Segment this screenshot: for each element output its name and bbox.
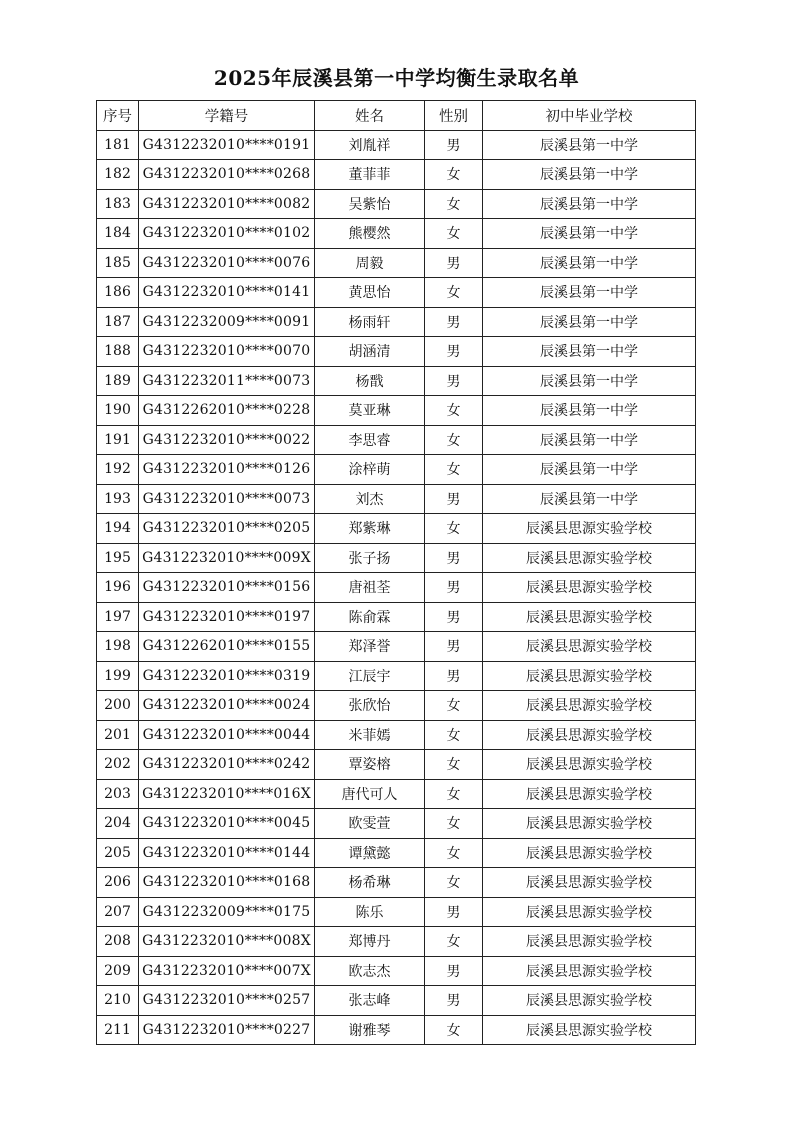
column-header-seq: 序号 <box>97 101 139 131</box>
table-row <box>97 396 696 426</box>
cell-seq: 203 <box>97 779 139 809</box>
cell-gender: 女 <box>425 838 483 868</box>
cell-gender: 男 <box>425 573 483 603</box>
cell-name: 张欣怡 <box>315 691 425 721</box>
cell-school: 辰溪县第一中学 <box>483 278 696 308</box>
cell-name: 覃姿榕 <box>315 750 425 780</box>
cell-seq: 195 <box>97 543 139 573</box>
cell-seq: 211 <box>97 1015 139 1045</box>
cell-seq: 207 <box>97 897 139 927</box>
cell-seq: 202 <box>97 750 139 780</box>
cell-seq: 186 <box>97 278 139 308</box>
cell-student-id: G4312232010****008X <box>139 927 315 957</box>
cell-name: 谭黛懿 <box>315 838 425 868</box>
cell-gender: 男 <box>425 632 483 662</box>
cell-school: 辰溪县思源实验学校 <box>483 868 696 898</box>
table-row <box>97 278 696 308</box>
cell-school: 辰溪县第一中学 <box>483 396 696 426</box>
cell-school: 辰溪县第一中学 <box>483 130 696 160</box>
cell-school: 辰溪县思源实验学校 <box>483 986 696 1016</box>
cell-school: 辰溪县思源实验学校 <box>483 691 696 721</box>
cell-seq: 191 <box>97 425 139 455</box>
cell-student-id: G4312232010****0126 <box>139 455 315 485</box>
table-row <box>97 219 696 249</box>
cell-school: 辰溪县思源实验学校 <box>483 514 696 544</box>
column-header-name: 姓名 <box>315 101 425 131</box>
column-header-school: 初中毕业学校 <box>483 101 696 131</box>
table-row <box>97 189 696 219</box>
cell-name: 熊樱然 <box>315 219 425 249</box>
cell-seq: 205 <box>97 838 139 868</box>
cell-name: 吴紫怡 <box>315 189 425 219</box>
table-row <box>97 248 696 278</box>
cell-name: 黄思怡 <box>315 278 425 308</box>
cell-gender: 女 <box>425 425 483 455</box>
cell-school: 辰溪县思源实验学校 <box>483 573 696 603</box>
cell-name: 谢雅琴 <box>315 1015 425 1045</box>
cell-school: 辰溪县第一中学 <box>483 219 696 249</box>
table-row <box>97 691 696 721</box>
cell-school: 辰溪县第一中学 <box>483 455 696 485</box>
cell-name: 郑博丹 <box>315 927 425 957</box>
cell-school: 辰溪县思源实验学校 <box>483 543 696 573</box>
cell-gender: 女 <box>425 779 483 809</box>
cell-name: 张志峰 <box>315 986 425 1016</box>
cell-gender: 女 <box>425 868 483 898</box>
cell-seq: 208 <box>97 927 139 957</box>
column-header-student-id: 学籍号 <box>139 101 315 131</box>
cell-gender: 男 <box>425 661 483 691</box>
cell-school: 辰溪县思源实验学校 <box>483 838 696 868</box>
table-header-row <box>97 101 696 131</box>
cell-gender: 男 <box>425 986 483 1016</box>
table-row <box>97 160 696 190</box>
cell-name: 董菲菲 <box>315 160 425 190</box>
cell-student-id: G4312232010****0045 <box>139 809 315 839</box>
cell-school: 辰溪县思源实验学校 <box>483 602 696 632</box>
cell-student-id: G4312232010****007X <box>139 956 315 986</box>
cell-name: 杨雨轩 <box>315 307 425 337</box>
cell-school: 辰溪县思源实验学校 <box>483 927 696 957</box>
table-row <box>97 543 696 573</box>
table-row <box>97 661 696 691</box>
cell-seq: 210 <box>97 986 139 1016</box>
cell-name: 欧雯萱 <box>315 809 425 839</box>
cell-seq: 200 <box>97 691 139 721</box>
cell-gender: 女 <box>425 750 483 780</box>
cell-name: 刘杰 <box>315 484 425 514</box>
cell-gender: 男 <box>425 337 483 367</box>
cell-gender: 女 <box>425 691 483 721</box>
cell-name: 唐祖荃 <box>315 573 425 603</box>
cell-school: 辰溪县第一中学 <box>483 160 696 190</box>
cell-student-id: G4312232010****009X <box>139 543 315 573</box>
cell-student-id: G4312232010****016X <box>139 779 315 809</box>
cell-student-id: G4312232010****0191 <box>139 130 315 160</box>
table-body <box>97 130 696 1045</box>
cell-seq: 184 <box>97 219 139 249</box>
cell-name: 李思睿 <box>315 425 425 455</box>
cell-gender: 男 <box>425 484 483 514</box>
cell-gender: 男 <box>425 543 483 573</box>
table-row <box>97 986 696 1016</box>
table-row <box>97 130 696 160</box>
table-row <box>97 366 696 396</box>
cell-seq: 189 <box>97 366 139 396</box>
cell-student-id: G4312232010****0044 <box>139 720 315 750</box>
cell-student-id: G4312232010****0102 <box>139 219 315 249</box>
table-row <box>97 632 696 662</box>
cell-student-id: G4312232009****0175 <box>139 897 315 927</box>
cell-student-id: G4312232010****0168 <box>139 868 315 898</box>
cell-name: 郑紫琳 <box>315 514 425 544</box>
cell-seq: 201 <box>97 720 139 750</box>
cell-student-id: G4312232010****0257 <box>139 986 315 1016</box>
cell-seq: 190 <box>97 396 139 426</box>
cell-school: 辰溪县第一中学 <box>483 425 696 455</box>
cell-school: 辰溪县思源实验学校 <box>483 661 696 691</box>
cell-gender: 女 <box>425 927 483 957</box>
cell-school: 辰溪县思源实验学校 <box>483 750 696 780</box>
cell-name: 陈乐 <box>315 897 425 927</box>
cell-student-id: G4312232010****0268 <box>139 160 315 190</box>
cell-seq: 183 <box>97 189 139 219</box>
cell-student-id: G4312232010****0022 <box>139 425 315 455</box>
table-row <box>97 927 696 957</box>
cell-name: 刘胤祥 <box>315 130 425 160</box>
cell-school: 辰溪县第一中学 <box>483 248 696 278</box>
cell-school: 辰溪县思源实验学校 <box>483 632 696 662</box>
cell-student-id: G4312232010****0227 <box>139 1015 315 1045</box>
cell-school: 辰溪县思源实验学校 <box>483 809 696 839</box>
cell-gender: 女 <box>425 514 483 544</box>
cell-student-id: G4312232009****0091 <box>139 307 315 337</box>
table-row <box>97 897 696 927</box>
cell-gender: 男 <box>425 602 483 632</box>
cell-student-id: G4312232010****0082 <box>139 189 315 219</box>
cell-name: 胡涵清 <box>315 337 425 367</box>
cell-gender: 女 <box>425 219 483 249</box>
cell-seq: 185 <box>97 248 139 278</box>
cell-seq: 204 <box>97 809 139 839</box>
cell-name: 江辰宇 <box>315 661 425 691</box>
cell-student-id: G4312232010****0144 <box>139 838 315 868</box>
cell-school: 辰溪县第一中学 <box>483 307 696 337</box>
cell-seq: 198 <box>97 632 139 662</box>
cell-seq: 192 <box>97 455 139 485</box>
cell-seq: 182 <box>97 160 139 190</box>
cell-student-id: G4312232011****0073 <box>139 366 315 396</box>
table-row <box>97 484 696 514</box>
table-row <box>97 868 696 898</box>
cell-gender: 女 <box>425 278 483 308</box>
cell-name: 杨希琳 <box>315 868 425 898</box>
cell-gender: 女 <box>425 189 483 219</box>
table-row <box>97 455 696 485</box>
cell-student-id: G4312232010****0319 <box>139 661 315 691</box>
cell-seq: 181 <box>97 130 139 160</box>
cell-gender: 男 <box>425 248 483 278</box>
table-row <box>97 779 696 809</box>
cell-school: 辰溪县思源实验学校 <box>483 897 696 927</box>
page-title: 2025年辰溪县第一中学均衡生录取名单 <box>213 66 580 90</box>
cell-seq: 194 <box>97 514 139 544</box>
cell-gender: 女 <box>425 809 483 839</box>
cell-student-id: G4312232010****0073 <box>139 484 315 514</box>
cell-student-id: G4312232010****0156 <box>139 573 315 603</box>
table-row <box>97 1015 696 1045</box>
cell-student-id: G4312232010****0197 <box>139 602 315 632</box>
cell-gender: 男 <box>425 897 483 927</box>
table-row <box>97 573 696 603</box>
cell-gender: 男 <box>425 130 483 160</box>
cell-seq: 209 <box>97 956 139 986</box>
column-header-gender: 性别 <box>425 101 483 131</box>
table-row <box>97 425 696 455</box>
cell-gender: 男 <box>425 307 483 337</box>
cell-name: 张子扬 <box>315 543 425 573</box>
table-row <box>97 809 696 839</box>
cell-seq: 187 <box>97 307 139 337</box>
cell-student-id: G4312232010****0242 <box>139 750 315 780</box>
table-row <box>97 307 696 337</box>
cell-gender: 女 <box>425 160 483 190</box>
table-row <box>97 956 696 986</box>
cell-school: 辰溪县第一中学 <box>483 337 696 367</box>
cell-seq: 199 <box>97 661 139 691</box>
cell-gender: 男 <box>425 366 483 396</box>
cell-gender: 男 <box>425 956 483 986</box>
cell-gender: 女 <box>425 455 483 485</box>
admission-table <box>96 100 696 1045</box>
cell-name: 郑泽誉 <box>315 632 425 662</box>
cell-seq: 197 <box>97 602 139 632</box>
cell-student-id: G4312232010****0076 <box>139 248 315 278</box>
cell-school: 辰溪县第一中学 <box>483 484 696 514</box>
table-row <box>97 750 696 780</box>
cell-school: 辰溪县第一中学 <box>483 189 696 219</box>
table-row <box>97 602 696 632</box>
cell-seq: 196 <box>97 573 139 603</box>
cell-school: 辰溪县思源实验学校 <box>483 956 696 986</box>
cell-student-id: G4312232010****0205 <box>139 514 315 544</box>
cell-name: 陈俞霖 <box>315 602 425 632</box>
cell-school: 辰溪县思源实验学校 <box>483 720 696 750</box>
cell-student-id: G4312262010****0155 <box>139 632 315 662</box>
cell-name: 欧志杰 <box>315 956 425 986</box>
cell-student-id: G4312232010****0070 <box>139 337 315 367</box>
cell-school: 辰溪县思源实验学校 <box>483 1015 696 1045</box>
cell-name: 米菲嫣 <box>315 720 425 750</box>
table-row <box>97 838 696 868</box>
cell-name: 杨戬 <box>315 366 425 396</box>
cell-name: 周毅 <box>315 248 425 278</box>
cell-gender: 女 <box>425 720 483 750</box>
cell-student-id: G4312262010****0228 <box>139 396 315 426</box>
cell-name: 唐代可人 <box>315 779 425 809</box>
cell-school: 辰溪县第一中学 <box>483 366 696 396</box>
cell-school: 辰溪县思源实验学校 <box>483 779 696 809</box>
table-row <box>97 337 696 367</box>
cell-seq: 193 <box>97 484 139 514</box>
cell-gender: 女 <box>425 1015 483 1045</box>
cell-name: 莫亚琳 <box>315 396 425 426</box>
table-row <box>97 720 696 750</box>
cell-student-id: G4312232010****0024 <box>139 691 315 721</box>
cell-seq: 206 <box>97 868 139 898</box>
cell-name: 涂梓萌 <box>315 455 425 485</box>
cell-gender: 女 <box>425 396 483 426</box>
cell-student-id: G4312232010****0141 <box>139 278 315 308</box>
cell-seq: 188 <box>97 337 139 367</box>
table-row <box>97 514 696 544</box>
